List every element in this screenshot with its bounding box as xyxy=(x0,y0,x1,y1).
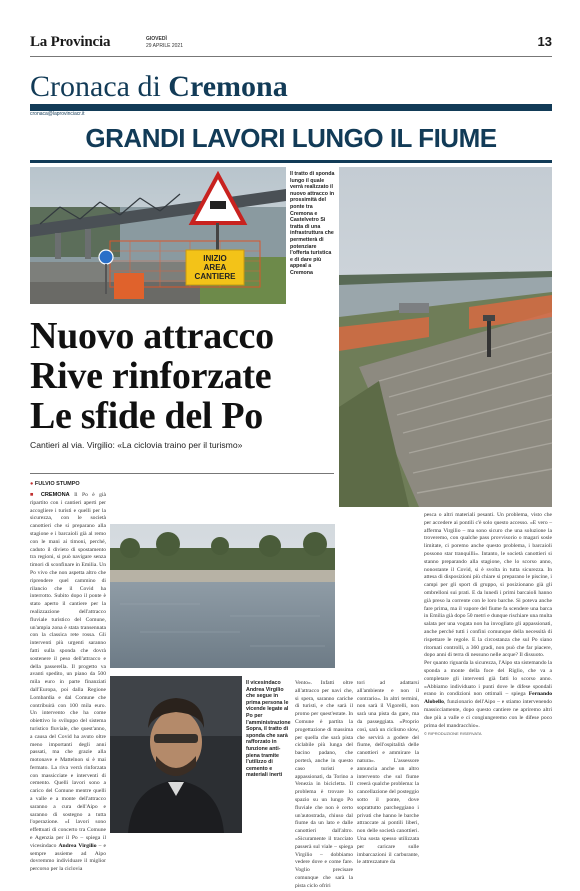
section-title xyxy=(30,70,288,104)
column-1-text xyxy=(30,492,106,874)
byline-bullet-icon: ● xyxy=(30,481,34,487)
photo-construction-site xyxy=(30,167,286,304)
article-column-4 xyxy=(357,680,419,866)
masthead-date: 29 APRILE 2021 xyxy=(146,43,183,49)
caption-top: Il tratto di sponda lungo il quale verrà realizzato il nuovo attracco in prossimità del ponte tra Cremona e Castelvetro Si tratta di una infrastruttura che permetterà di potenziare l'offerta turistica e di dare più appeal a Cremona xyxy=(290,171,335,276)
column-3-text: Vento». Infatti oltre all'attracco per navi che, si spera, saranno cariche di turisti, e che sarà il promo per quest'estate. In Comune è partita la progettazione di massima per quella che sarà pista ciclabile più lunga del bacino padano, che porterà, anche in questo caso turisti e appassionati, da Torino a Venezia in bicicletta. Il problema è trovare lo spazio su un lungo Po fluviale che non è certo un'autostrada, chiuso dal fiume da un lato e dalle canottieri dall'altro. «Sicuramente il tracciato passerà sul viale – spiega Virgilio – dobbiamo vedere dove e come fare. Voglio precisare comunque che sarà la pista ciclo ofriri xyxy=(295,680,353,889)
masthead-day: GIOVEDÌ xyxy=(146,36,167,42)
article-headline xyxy=(30,316,334,436)
riverbank-image xyxy=(339,167,552,507)
river-view-image xyxy=(110,524,335,668)
topic-banner: GRANDI LAVORI LUNGO IL FIUME xyxy=(85,123,497,153)
masthead xyxy=(30,34,552,54)
column-5-text-a: pesca o altri materiali pesanti. Un problema, visto che per accedere ai pontili c'è solo questo accesso. «E vero – afferma Virgilio – ma sono sicuro che una soluzione la troveremo, con qualche pass provvisorio o magari sosle limitate, ci poremo anche questo problema, i barcaioli possono star tranquilli». Intanto, le società canottieri si stanno preparando alla stagione, che lo scorso anno, nonostante il Covid, si è svolta in tutta sicurezza. In attesa di disposizioni più chiare si preparano le piscine, i campi per gli sport di gruppo, si posizionano già gli ombrelloni sui prati. E da lunedì i primi barcaioli hanno già preso la corrente con le loro barche. Si poteva anche fare prima, ma il vapore del fiume fa scendere una barca in Emilia già dopo 50 metri e dunque rischiare una multa salata per una vogata non ha invogliato gli appassionati, anche perché tutti i confini comunque della necessità di rispettare le regole. E la circostanza che sul Po siano ritornati controlli, a 360 gradi, non può che far piacere, dopo anni di terra di nessuno nelle acque? Il dissuoto. xyxy=(424,512,552,659)
quoted-person-2: Fernando Alobello xyxy=(424,691,552,706)
photo-portrait-virgilio xyxy=(110,676,242,833)
column-5-text-b xyxy=(424,660,552,730)
quoted-person-1: Andrea Virgilio xyxy=(58,842,97,849)
article-column-3 xyxy=(295,680,353,889)
lead-bullet-icon: ■ xyxy=(30,492,41,498)
section-bar xyxy=(30,104,552,111)
article-byline xyxy=(30,481,80,487)
sign-text-line1: INIZIO xyxy=(203,254,227,263)
column-5-body-b: Per quanto riguarda la sicurezza, l'Aipo sta sistemando la sponda a monte della foce del Riglio, che va a completare gli interventi già fatti lo scorso anno. «Abbiamo individuato i punti dove le difese spondali erano in condizioni non ottimali – spiega xyxy=(424,660,552,698)
headline-line-1: Nuovo attracco xyxy=(30,315,274,357)
headline-line-2: Rive rinforzate xyxy=(30,355,272,397)
subhead-rule xyxy=(30,473,334,474)
banner-rule xyxy=(30,160,552,163)
photo-riverbank xyxy=(339,167,552,507)
page-number: 13 xyxy=(537,34,552,49)
column-1-tail: – e sempre assieme ad Aipo dovremmo individuare il miglior percorso per la ciclovia xyxy=(30,842,106,873)
photo-river-view xyxy=(110,524,335,668)
article-column-5 xyxy=(424,512,552,834)
article-subheadline: Cantieri al via. Virgilio: «La ciclovia traino per il turismo» xyxy=(30,440,243,450)
newspaper-logo: La Provincia xyxy=(30,34,111,50)
byline-author: FULVIO STUMPO xyxy=(34,481,80,487)
column-5-body-c: , funzionario dell'Aipo – e stiamo intervenendo massicciamente, dopo questo cantiere ne apriremo altri due più a valle e ci congiungeremo con le difese poco prima del mandracchio». xyxy=(424,699,552,729)
copyright-note: © RIPRODUZIONE RISERVATA xyxy=(424,731,482,737)
sign-text-line2: AREA xyxy=(203,263,227,272)
column-4-text: tori ad adattarsi all'ambiente e non il contrario». In altri termini, non sarà il Vigorelli, non sarà una pista da gare, ma da passeggiata. «Proprio così, sarà un ciclismo slow, che servirà a godere del fiume, dell'ospitalità delle canottieri e ammirare la natura». L'assessore annuncia anche un altro intervento che sul fiume creerà qualche problema: la cancellazione del posteggio sotto il ponte, dove soprattutto parcheggiano i privati che hanno le barche attraccate ai pontili liberi, non delle società canottieri. Una sosta spesso utilizzata per caricare sulle imbarcazioni il carburante, le attrezzature da xyxy=(357,680,419,866)
dateline-city: CREMONA xyxy=(40,492,70,498)
section-email: cronaca@laprovinciacr.it xyxy=(30,111,85,117)
article-column-1 xyxy=(30,492,107,873)
section-title-city: Cremona xyxy=(168,70,288,103)
headline-line-3: Le sfide del Po xyxy=(30,395,263,437)
portrait-image xyxy=(110,676,242,833)
column-1-body: Il Po è già ripartito con i cantieri aperti per accogliere i turisti e quelli per la sicurezza, con le società canottieri che si preparano alla stagione e i barcaioli già al remo con le mani ai timoni, perché, caduto il divieto di spostamento tra regioni, si può navigare senza timori di sconfinare in Emilia. Un Po vivo che non aspetta altro che riprendere quel cammino di rilancio che il Covid ha interrotto. Subito dopo il ponte è stato aperto il cantiere per la realizzazione dell'attracco fluviale turistico del Comune, un'ampia zona è stata transennata con la classica rete rossa. Gli interventi più urgenti saranno fatti sulla sponda che dovrà sostenere il peso dell'attracco e della passerella. Il progetto va avanti spedito, un piano da 500 mila euro in parte finanziati dall'Europa, poi dalla Regione Lombardia e dal Comune che contribuirà con 100 mila euro. Un intervento che ha come obiettivo lo sviluppo del sistema turistico fluviale, che quest'anno, a causa del Covid ha avuto oltre meno importanti degli anni passati, ma che grazie alla motonave e Mattelnon si è mai fermato. La riva verrà rinforzata con massicciate e interventi di cemento. Quelli lavori sono a carico del Comune mentre quelli a valle e a monte dell'attracco saranno a cura dell'Aipo e saranno di sostegno a tutta l'operazione. «I lavori sono effettuati di concerto tra Comune e Agenzia per il Po – spiega il vicesindaco xyxy=(30,492,107,849)
caption-portrait: Il vicesindaco Andrea Virgilio che segue in prima persona le vicende legate al Po per l'amministrazione Sopra, il tratto di sponda che sarà rafforzato in funzione anti-piena tramite l'utilizzo di cemento e materiali inerti xyxy=(246,680,291,779)
section-title-light: Cronaca di xyxy=(30,70,161,103)
construction-site-image xyxy=(30,167,286,304)
sign-text-line3: CANTIERE xyxy=(194,272,236,281)
masthead-rule xyxy=(30,56,552,57)
